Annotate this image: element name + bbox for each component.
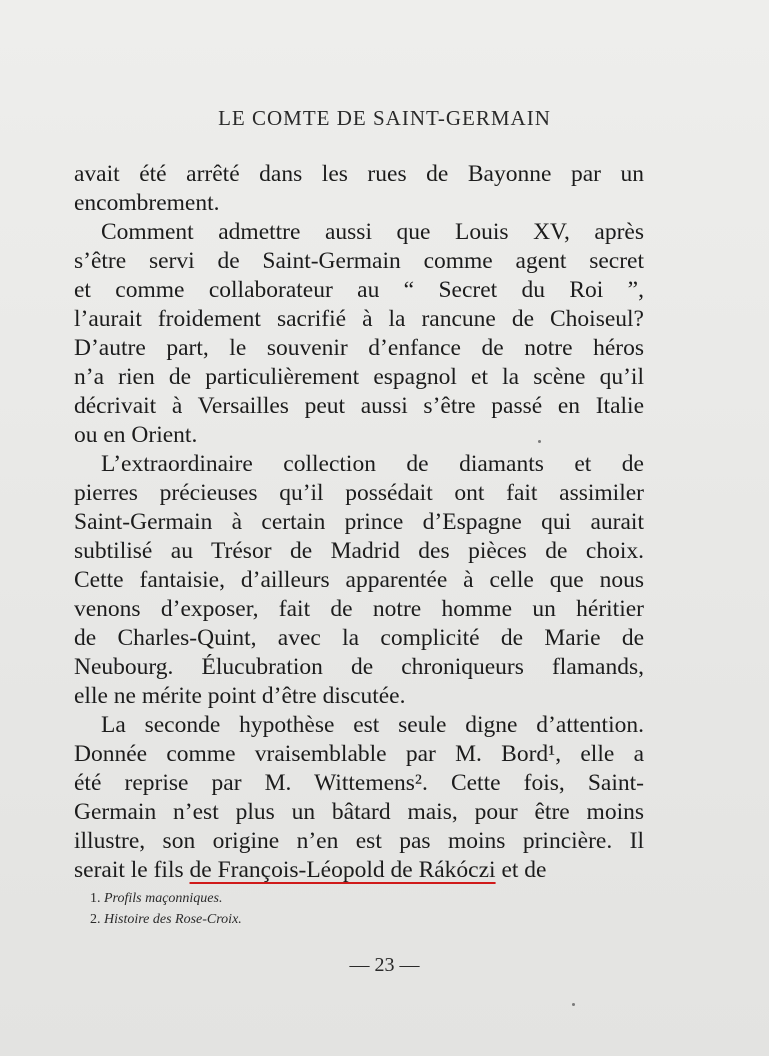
text-line: avait été arrêté dans les rues de Bayonne par un bbox=[74, 161, 644, 187]
text-line: été reprise par M. Wittemens². Cette fois, Saint- bbox=[74, 770, 644, 796]
text-line: Saint-Germain à certain prince d’Espagne qui aurait bbox=[74, 509, 644, 535]
text-line: elle ne mérite point d’être discutée. bbox=[74, 683, 406, 709]
text-line: l’aurait froidement sacrifié à la rancune de Choiseul? bbox=[74, 306, 644, 332]
text-line: et comme collaborateur au “ Secret du Roi ”, bbox=[74, 277, 644, 303]
text-line: Cette fantaisie, d’ailleurs apparentée à celle que nous bbox=[74, 567, 644, 593]
text-line: venons d’exposer, fait de notre homme un héritier bbox=[74, 596, 644, 622]
text-line: n’a rien de particulièrement espagnol et la scène qu’il bbox=[74, 364, 644, 390]
text-line: encombrement. bbox=[74, 190, 220, 216]
highlighted-name: de François-Léopold de Rákóczi bbox=[189, 857, 496, 883]
footnote-text: Profils maçonniques. bbox=[104, 891, 223, 906]
text-line: subtilisé au Trésor de Madrid des pièces de choix. bbox=[74, 538, 644, 564]
footnote-number: 1. bbox=[90, 891, 101, 906]
text-segment: et de bbox=[495, 857, 547, 883]
text-line-last bbox=[74, 856, 644, 885]
text-line: pierres précieuses qu’il possédait ont fait assimiler bbox=[74, 480, 644, 506]
footnote-text: Histoire des Rose-Croix. bbox=[104, 912, 242, 927]
footnotes bbox=[90, 888, 242, 930]
paper-speck bbox=[538, 440, 541, 443]
page-number: — 23 — bbox=[349, 954, 420, 976]
footnote-1 bbox=[90, 888, 242, 909]
text-line: Neubourg. Élucubration de chroniqueurs flamands, bbox=[74, 654, 644, 680]
text-line: Donnée comme vraisemblable par M. Bord¹, elle a bbox=[74, 741, 644, 767]
footnote-number: 2. bbox=[90, 912, 101, 927]
text-line: Comment admettre aussi que Louis XV, après bbox=[101, 219, 644, 245]
text-line: L’extraordinaire collection de diamants et de bbox=[101, 451, 644, 477]
footnote-2 bbox=[90, 909, 242, 930]
text-line: Germain n’est plus un bâtard mais, pour être moins bbox=[74, 799, 644, 825]
text-line: illustre, son origine n’en est pas moins princière. Il bbox=[74, 828, 644, 854]
text-line: de Charles-Quint, avec la complicité de Marie de bbox=[74, 625, 644, 651]
text-line: D’autre part, le souvenir d’enfance de notre héros bbox=[74, 335, 644, 361]
text-line: décrivait à Versailles peut aussi s’être passé en Italie bbox=[74, 393, 644, 419]
body-text bbox=[74, 160, 644, 885]
paper-speck bbox=[572, 1003, 575, 1006]
text-line: La seconde hypothèse est seule digne d’attention. bbox=[101, 712, 644, 738]
running-header: LE COMTE DE SAINT-GERMAIN bbox=[218, 106, 551, 130]
text-line: ou en Orient. bbox=[74, 422, 198, 448]
text-line: s’être servi de Saint-Germain comme agent secret bbox=[74, 248, 644, 274]
text-segment: serait le fils bbox=[74, 857, 190, 883]
